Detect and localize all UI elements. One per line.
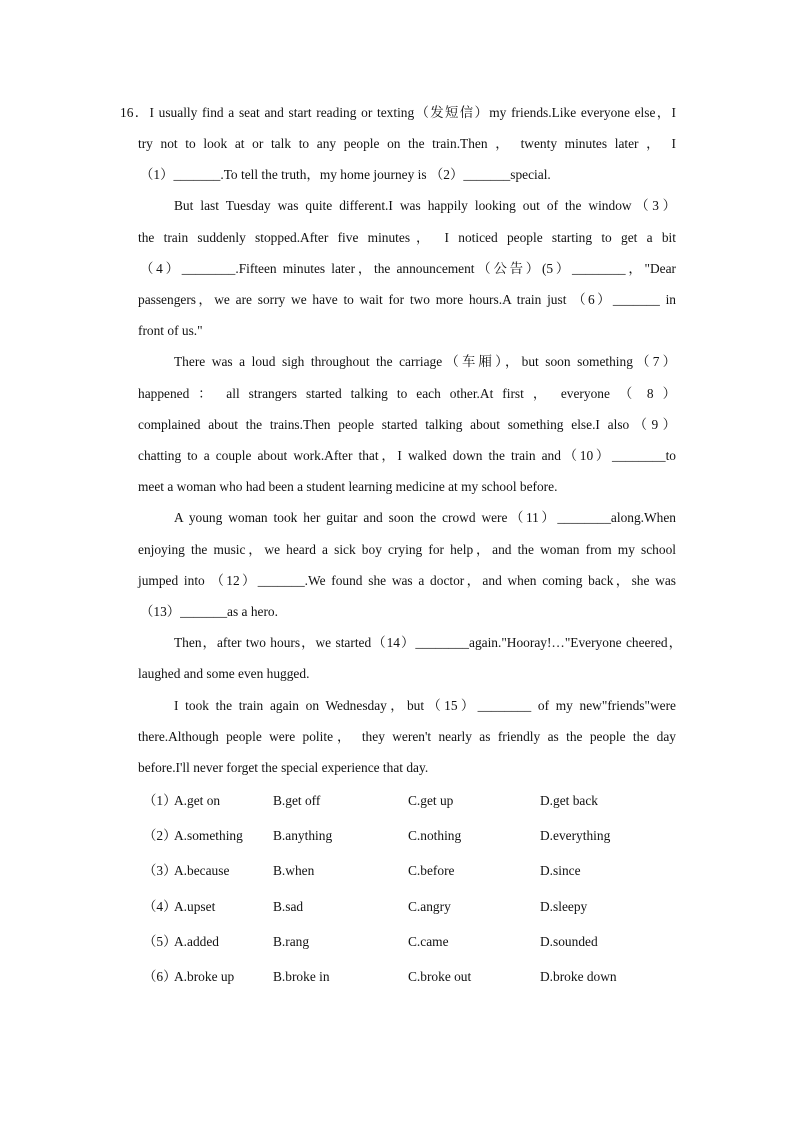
option-row <box>143 897 663 917</box>
option-number: （5） <box>143 934 177 949</box>
option-a[interactable]: A.because <box>174 863 230 878</box>
passage-line: front of us." <box>138 323 203 338</box>
option-c[interactable]: C.angry <box>408 899 451 914</box>
option-c[interactable]: C.get up <box>408 793 454 808</box>
option-number: （3） <box>143 863 177 878</box>
passage-line: jumped into （12）_______.We found she was a doctor，and when coming back，she was <box>138 573 676 588</box>
option-number: （6） <box>143 969 177 984</box>
option-c[interactable]: C.before <box>408 863 455 878</box>
passage-line: enjoying the music，we heard a sick boy crying for help，and the woman from my school <box>138 542 676 557</box>
passage-line: meet a woman who had been a student learning medicine at my school before. <box>138 479 558 494</box>
passage-line: before.I'll never forget the special experience that day. <box>138 760 429 775</box>
passage-line: （1）_______.To tell the truth，my home journey is （2）_______special. <box>140 167 551 182</box>
option-a[interactable]: A.something <box>174 828 243 843</box>
option-row <box>143 932 663 952</box>
option-b[interactable]: B.broke in <box>273 969 330 984</box>
passage-line: try not to look at or talk to any people on the train.Then ， twenty minutes later ， I <box>138 136 676 151</box>
option-b[interactable]: B.get off <box>273 793 321 808</box>
passage-line: the train suddenly stopped.After five minutes， I noticed people starting to get a bit <box>138 230 676 245</box>
passage-line: There was a loud sigh throughout the carriage（车厢），but soon something（7） <box>174 354 676 369</box>
passage-line: A young woman took her guitar and soon the crowd were（11）________along.When <box>174 510 676 525</box>
passage-line: laughed and some even hugged. <box>138 666 310 681</box>
passage-line: complained about the trains.Then people started talking about something else.I also（9） <box>138 417 676 432</box>
option-c[interactable]: C.came <box>408 934 449 949</box>
option-d[interactable]: D.broke down <box>540 969 617 984</box>
passage-line: happened ： all strangers started talking to each other.At first ， everyone （ 8 ） <box>138 386 676 401</box>
option-row <box>143 791 663 811</box>
passage-line: there.Although people were polite， they weren't nearly as friendly as the people the day <box>138 729 676 744</box>
option-d[interactable]: D.sleepy <box>540 899 588 914</box>
option-b[interactable]: B.sad <box>273 899 304 914</box>
passage-line: passengers，we are sorry we have to wait for two more hours.A train just （6）_______ in <box>138 292 676 307</box>
option-d[interactable]: D.get back <box>540 793 599 808</box>
option-a[interactable]: A.broke up <box>174 969 235 984</box>
option-row <box>143 967 663 987</box>
option-c[interactable]: C.nothing <box>408 828 462 843</box>
option-a[interactable]: A.added <box>174 934 219 949</box>
option-row <box>143 826 663 846</box>
passage-line: （13）_______as a hero. <box>140 604 278 619</box>
option-b[interactable]: B.anything <box>273 828 333 843</box>
option-row <box>143 861 663 881</box>
passage-line: Then，after two hours，we started（14）________again."Hooray!…"Everyone cheered， <box>174 635 682 650</box>
passage-line: But last Tuesday was quite different.I was happily looking out of the window（3） <box>174 198 676 213</box>
option-number: （2） <box>143 828 177 843</box>
passage-line: chatting to a couple about work.After that，I walked down the train and（10）________to <box>138 448 676 463</box>
passage-line: 16．I usually find a seat and start reading or texting（发短信）my friends.Like everyone else，I <box>120 105 676 120</box>
option-b[interactable]: B.rang <box>273 934 310 949</box>
passage-line: I took the train again on Wednesday，but（15）________ of my new"friends"were <box>174 698 676 713</box>
option-d[interactable]: D.since <box>540 863 581 878</box>
option-d[interactable]: D.everything <box>540 828 611 843</box>
option-d[interactable]: D.sounded <box>540 934 598 949</box>
option-c[interactable]: C.broke out <box>408 969 472 984</box>
option-a[interactable]: A.get on <box>174 793 221 808</box>
option-a[interactable]: A.upset <box>174 899 216 914</box>
option-number: （1） <box>143 793 177 808</box>
passage-line: （4）________.Fifteen minutes later，the announcement（公告）(5）________，"Dear <box>140 261 676 276</box>
option-b[interactable]: B.when <box>273 863 315 878</box>
option-number: （4） <box>143 899 177 914</box>
